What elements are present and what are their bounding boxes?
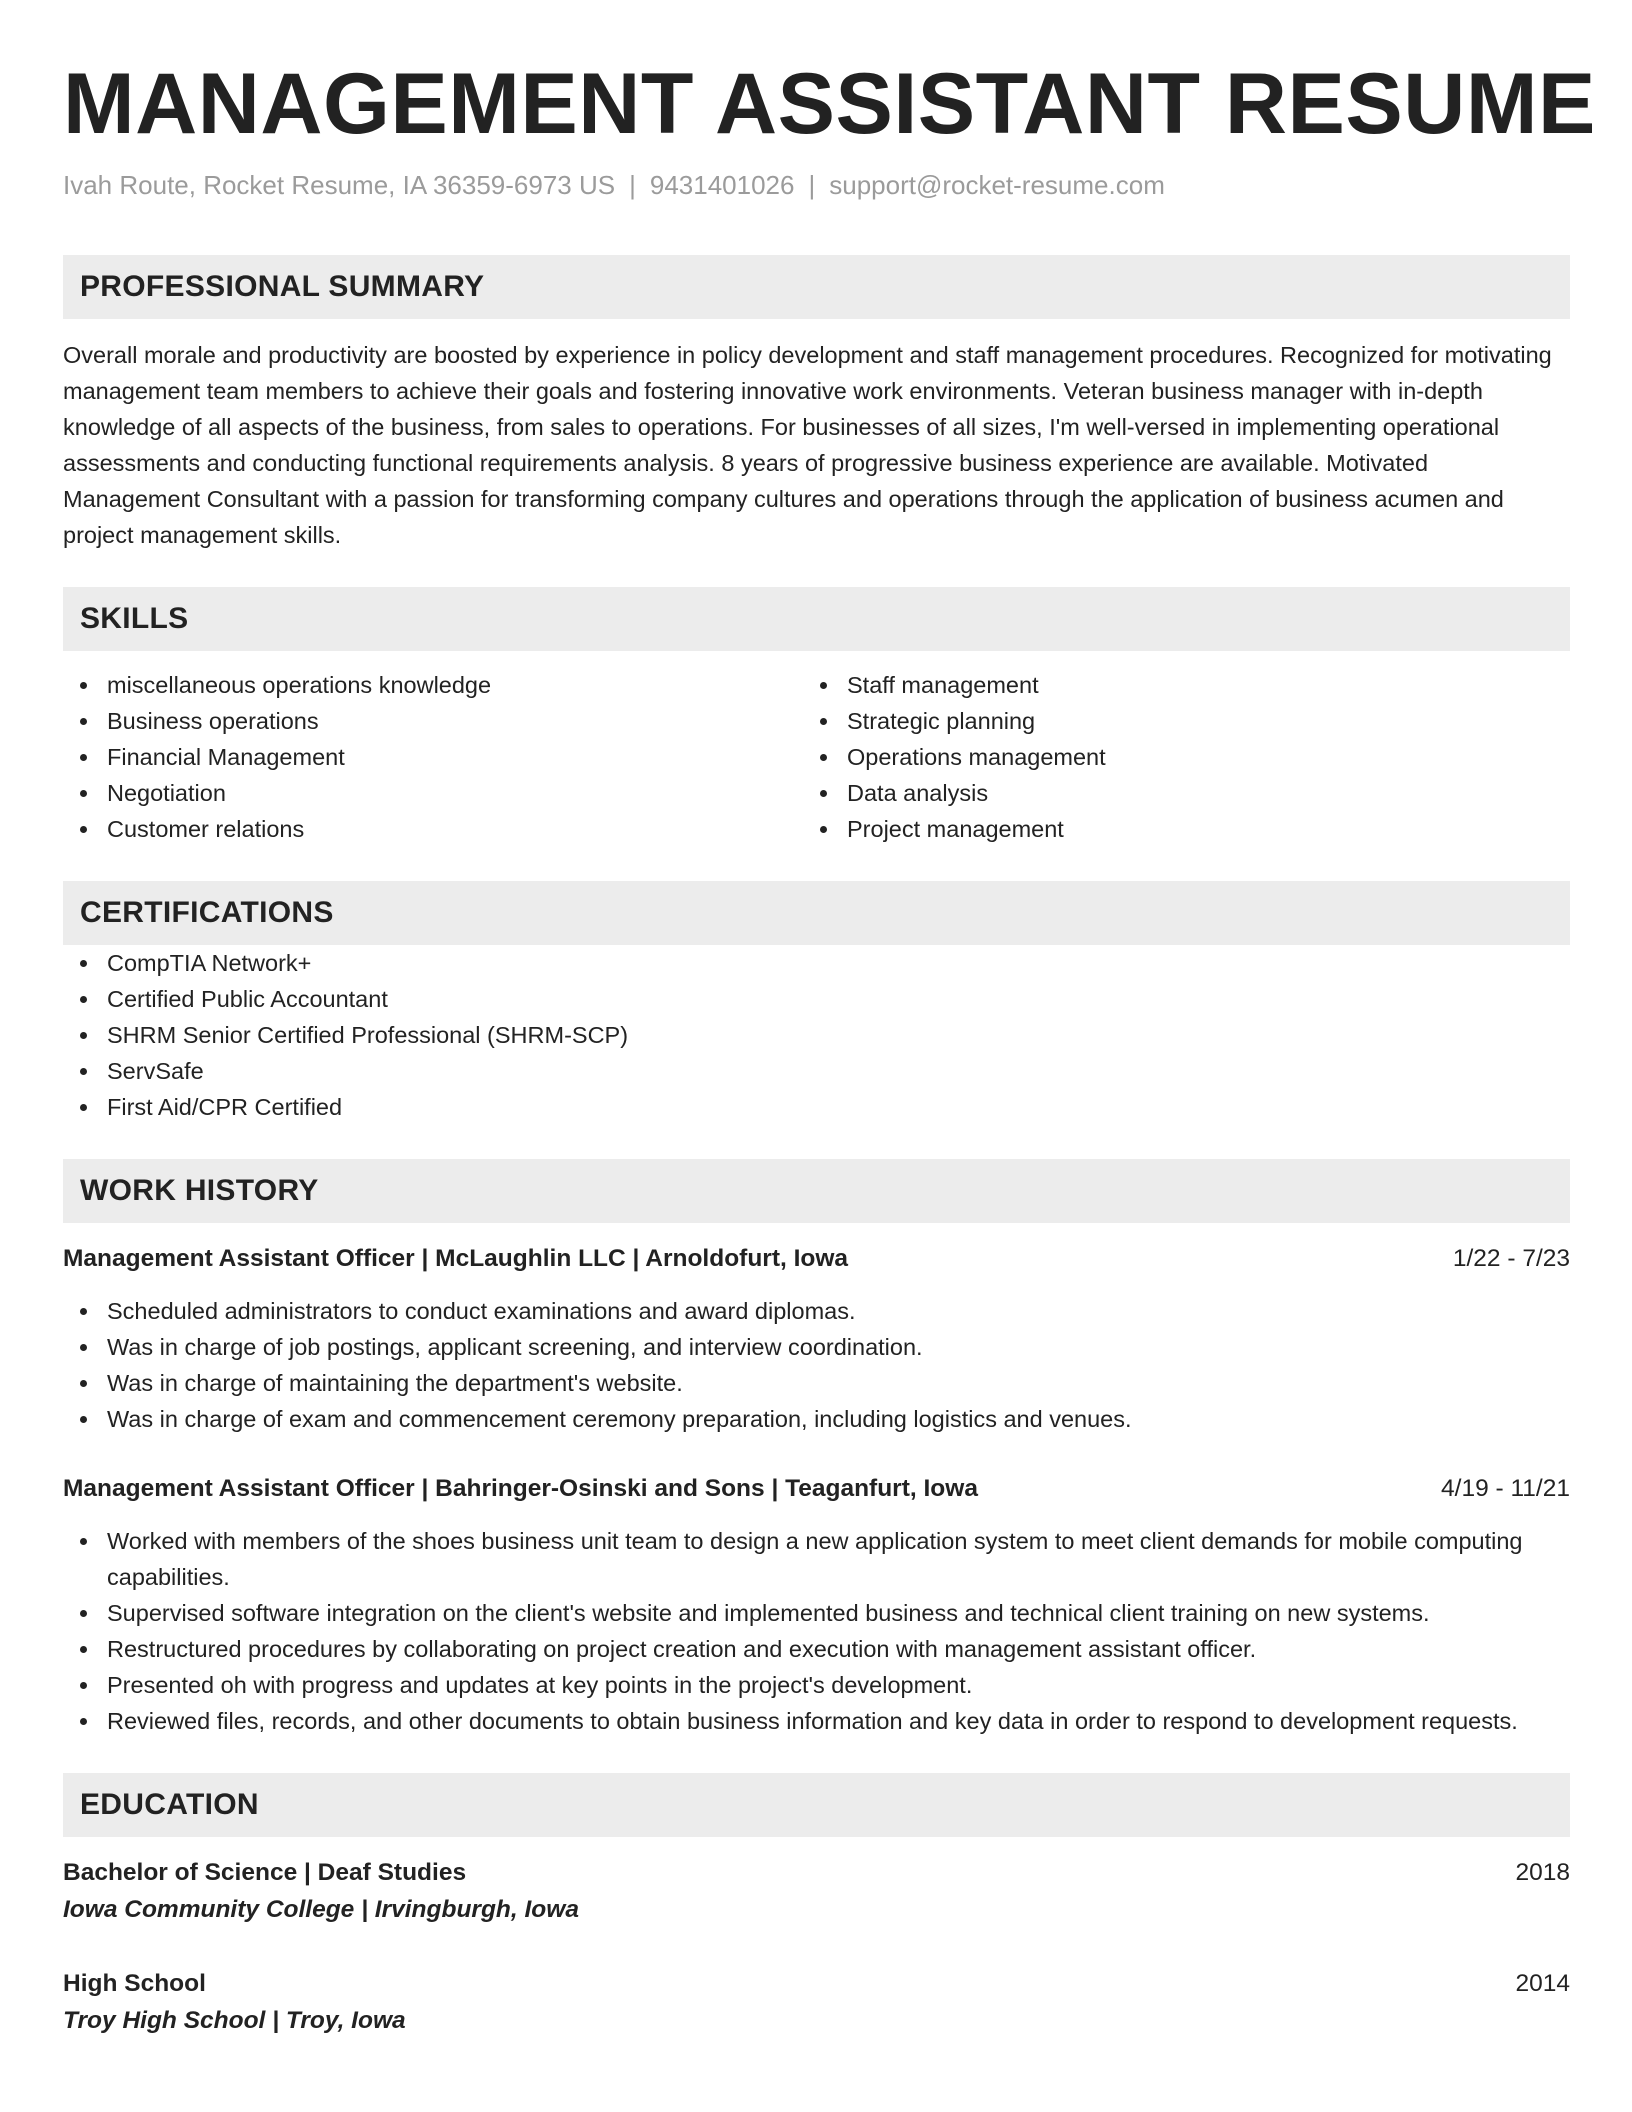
job-bullet: Worked with members of the shoes business unit team to design a new application system to meet client demands for mobile computing capabilities. xyxy=(63,1523,1570,1595)
section-header-summary: PROFESSIONAL SUMMARY xyxy=(63,255,1570,319)
contact-separator: | xyxy=(629,170,636,200)
section-header-certifications: CERTIFICATIONS xyxy=(63,881,1570,945)
job-bullet: Restructured procedures by collaborating on project creation and execution with management assistant officer. xyxy=(63,1631,1570,1667)
skill-item: Customer relations xyxy=(63,811,803,847)
skill-item: Data analysis xyxy=(803,775,1543,811)
education-school: Troy High School | Troy, Iowa xyxy=(63,2007,406,2034)
education-degree: High School xyxy=(63,1970,206,1997)
certification-item: First Aid/CPR Certified xyxy=(63,1089,1570,1125)
job-title: Management Assistant Officer | McLaughlin LLC | Arnoldofurt, Iowa xyxy=(63,1245,849,1272)
skill-item: Project management xyxy=(803,811,1543,847)
education-header xyxy=(63,1855,1570,1891)
certification-item: CompTIA Network+ xyxy=(63,945,1570,981)
job-bullet: Supervised software integration on the client's website and implemented business and technical client training on new systems. xyxy=(63,1595,1570,1631)
job-dates: 1/22 - 7/23 xyxy=(1452,1245,1570,1272)
certification-item: SHRM Senior Certified Professional (SHRM-SCP) xyxy=(63,1017,1570,1053)
contact-separator: | xyxy=(808,170,816,200)
job-bullets xyxy=(63,1523,1570,1739)
education-school: Iowa Community College | Irvingburgh, Iowa xyxy=(63,1896,579,1923)
education-year: 2018 xyxy=(1515,1859,1570,1886)
job-entry xyxy=(63,1471,1570,1739)
contact-email: support@rocket-resume.com xyxy=(829,170,1165,200)
education-entry xyxy=(63,1855,1570,1928)
skill-item: Strategic planning xyxy=(803,703,1543,739)
skill-item: miscellaneous operations knowledge xyxy=(63,667,803,703)
education-degree: Bachelor of Science | Deaf Studies xyxy=(63,1859,467,1886)
job-bullet: Scheduled administrators to conduct examinations and award diplomas. xyxy=(63,1293,1570,1329)
skill-item: Negotiation xyxy=(63,775,803,811)
job-entry xyxy=(63,1241,1570,1437)
resume-title: MANAGEMENT ASSISTANT RESUME xyxy=(63,56,1596,152)
contact-line xyxy=(63,168,1570,202)
skill-item: Staff management xyxy=(803,667,1543,703)
certification-item: Certified Public Accountant xyxy=(63,981,1570,1017)
skill-item: Business operations xyxy=(63,703,803,739)
contact-phone: 9431401026 xyxy=(649,170,795,200)
section-header-education: EDUCATION xyxy=(63,1773,1570,1837)
certifications-list xyxy=(63,945,1570,1125)
section-header-skills: SKILLS xyxy=(63,587,1570,651)
skills-list xyxy=(63,667,1570,847)
certification-item: ServSafe xyxy=(63,1053,1570,1089)
job-bullet: Presented oh with progress and updates at key points in the project's development. xyxy=(63,1667,1570,1703)
skill-item: Financial Management xyxy=(63,739,803,775)
contact-address: Ivah Route, Rocket Resume, IA 36359-6973 US xyxy=(63,170,616,200)
job-header xyxy=(63,1241,1570,1277)
section-header-work-history: WORK HISTORY xyxy=(63,1159,1570,1223)
job-bullet: Was in charge of maintaining the department's website. xyxy=(63,1365,1570,1401)
job-dates: 4/19 - 11/21 xyxy=(1441,1475,1570,1502)
skills-column-left xyxy=(63,667,803,847)
job-header xyxy=(63,1471,1570,1507)
education-header xyxy=(63,1966,1570,2002)
job-bullet: Reviewed files, records, and other documents to obtain business information and key data in order to respond to development requests. xyxy=(63,1703,1570,1739)
skills-column-right xyxy=(803,667,1543,847)
job-bullet: Was in charge of job postings, applicant screening, and interview coordination. xyxy=(63,1329,1570,1365)
skill-item: Operations management xyxy=(803,739,1543,775)
summary-text: Overall morale and productivity are boosted by experience in policy development and staff management procedures. Recognized for motivating management team members to achieve their goals and fostering innovative work environments. Veteran business manager with in-depth knowledge of all aspects of the business, from sales to operations. For businesses of all sizes, I'm well-versed in implementing operational assessments and conducting functional requirements analysis. 8 years of progressive business experience are available. Motivated Management Consultant with a passion for transforming company cultures and operations through the application of business acumen and project management skills. xyxy=(63,342,1552,548)
education-entry xyxy=(63,1966,1570,2039)
job-bullets xyxy=(63,1293,1570,1437)
job-bullet: Was in charge of exam and commencement ceremony preparation, including logistics and venues. xyxy=(63,1401,1570,1437)
job-title: Management Assistant Officer | Bahringer-Osinski and Sons | Teaganfurt, Iowa xyxy=(63,1475,978,1502)
education-year: 2014 xyxy=(1515,1970,1570,1997)
